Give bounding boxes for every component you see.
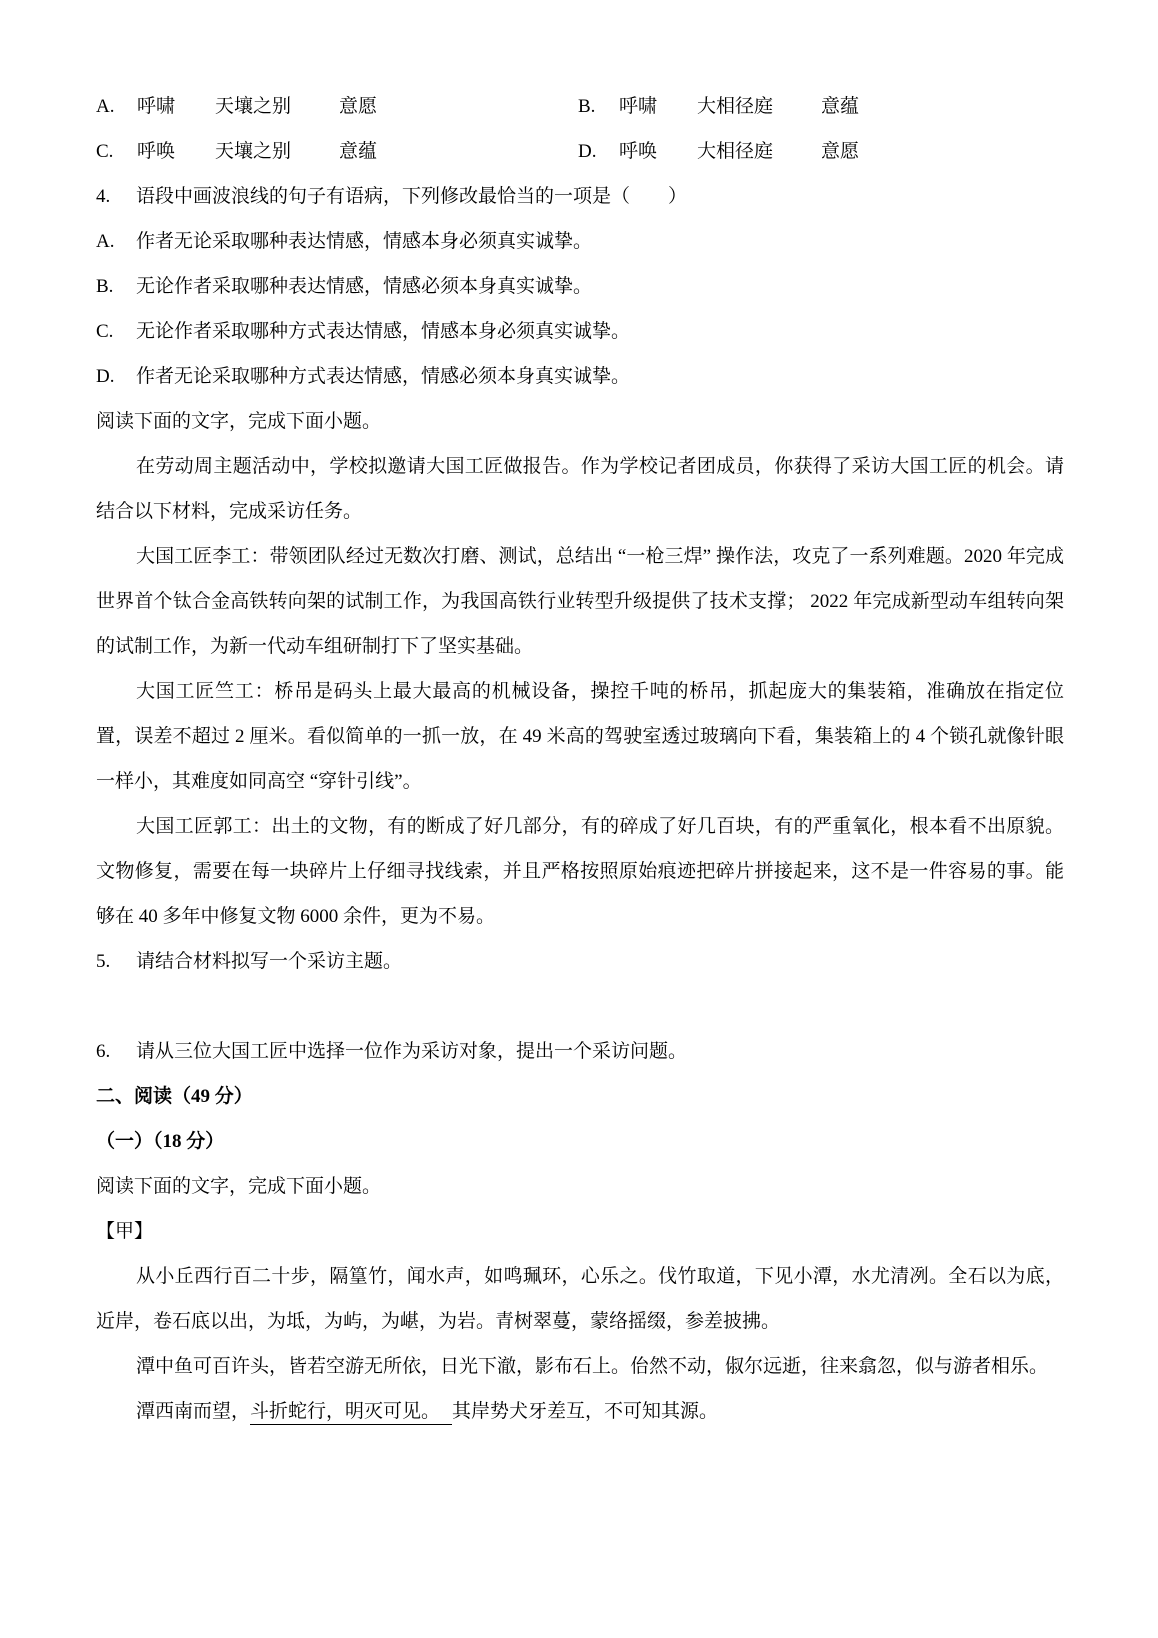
option-word: 大相径庭 xyxy=(697,96,774,117)
question-text: 请结合材料拟写一个采访主题。 xyxy=(136,951,403,972)
option-letter: C. xyxy=(96,321,114,342)
interview-paragraph-li: 大国工匠李工：带领团队经过无数次打磨、测试，总结出 “一枪三焊” 操作法，攻克了一系列难题。2020 年完成世界首个钛合金高铁转向架的试制工作，为我国高铁行业转型升级提供了技术支撑； 2022 年完成新型动车组转向架的试制工作，为新一代动车组研制打下了坚实基础。 xyxy=(96,546,1064,657)
q4-option-b xyxy=(96,264,1064,309)
question-4-stem xyxy=(96,174,1064,219)
option-letter: A. xyxy=(96,231,115,252)
passage-text: 潭西南而望， xyxy=(136,1401,251,1422)
interview-paragraph-zhu: 大国工匠竺工：桥吊是码头上最大最高的机械设备，操控千吨的桥吊，抓起庞大的集装箱，准确放在指定位置，误差不超过 2 厘米。看似简单的一抓一放，在 49 米高的驾驶室透过玻璃向下看，集装箱上的 4 个锁孔就像针眼一样小，其难度如同高空 “穿针引线”。 xyxy=(96,681,1064,792)
question-5 xyxy=(96,939,1064,984)
option-letter: C. xyxy=(96,141,114,162)
document-content xyxy=(96,84,1064,1434)
question-number: 4. xyxy=(96,186,111,207)
option-text: 作者无论采取哪种表达情感，情感本身必须真实诚挚。 xyxy=(136,231,593,252)
question-6 xyxy=(96,1029,1064,1074)
section-2-part-1-heading: （一）（18 分） xyxy=(96,1131,225,1152)
q3-option-row-2 xyxy=(96,129,1064,174)
q4-option-a xyxy=(96,219,1064,264)
question-text: 请从三位大国工匠中选择一位作为采访对象，提出一个采访问题。 xyxy=(136,1041,688,1062)
option-text: 作者无论采取哪种方式表达情感，情感必须本身真实诚挚。 xyxy=(136,366,631,387)
interview-paragraph-context: 在劳动周主题活动中，学校拟邀请大国工匠做报告。作为学校记者团成员，你获得了采访大国工匠的机会。请结合以下材料，完成采访任务。 xyxy=(96,456,1064,522)
option-word: 呼唤 xyxy=(619,141,658,162)
option-word: 意愿 xyxy=(821,141,860,162)
passage-text: 其岸势犬牙差互，不可知其源。 xyxy=(452,1401,719,1422)
q3-option-a xyxy=(96,84,578,129)
answer-blank-space xyxy=(96,984,1064,1029)
option-text: 无论作者采取哪种表达情感，情感必须本身真实诚挚。 xyxy=(136,276,593,297)
option-word: 意蕴 xyxy=(339,141,378,162)
option-word: 天壤之别 xyxy=(215,141,292,162)
option-letter: D. xyxy=(96,366,115,387)
option-letter: A. xyxy=(96,96,115,117)
passage-paragraph-2: 潭中鱼可百许头，皆若空游无所依，日光下澈，影布石上。佁然不动，俶尔远逝，往来翕忽，似与游者相乐。 xyxy=(136,1356,1049,1377)
interview-paragraph-guo: 大国工匠郭工：出土的文物，有的断成了好几部分，有的碎成了好几百块，有的严重氧化，根本看不出原貌。文物修复，需要在每一块碎片上仔细寻找线索，并且严格按照原始痕迹把碎片拼接起来，这不是一件容易的事。能够在 40 多年中修复文物 6000 余件，更为不易。 xyxy=(96,816,1064,927)
q3-option-b xyxy=(578,84,1060,129)
option-text: 无论作者采取哪种方式表达情感，情感本身必须真实诚挚。 xyxy=(136,321,631,342)
underlined-passage-text: 斗折蛇行，明灭可见。 xyxy=(250,1401,452,1425)
option-word: 呼啸 xyxy=(137,96,176,117)
section-2-heading: 二、阅读（49 分） xyxy=(96,1086,253,1107)
question-number: 6. xyxy=(96,1041,111,1062)
reading-intro: 阅读下面的文字，完成下面小题。 xyxy=(96,411,382,432)
option-word: 大相径庭 xyxy=(697,141,774,162)
q3-option-d xyxy=(578,129,1060,174)
option-word: 意愿 xyxy=(339,96,378,117)
option-word: 意蕴 xyxy=(821,96,860,117)
option-word: 天壤之别 xyxy=(215,96,292,117)
passage-paragraph-1: 从小丘西行百二十步，隔篁竹，闻水声，如鸣珮环，心乐之。伐竹取道，下见小潭，水尤清冽。全石以为底，近岸，卷石底以出，为坻，为屿，为嵁，为岩。青树翠蔓，蒙络摇缀，参差披拂。 xyxy=(96,1266,1064,1332)
q3-option-row-1 xyxy=(96,84,1064,129)
option-word: 呼唤 xyxy=(137,141,176,162)
option-letter: B. xyxy=(96,276,114,297)
reading-intro-2: 阅读下面的文字，完成下面小题。 xyxy=(96,1176,382,1197)
option-letter: D. xyxy=(578,141,597,162)
q4-option-d xyxy=(96,354,1064,399)
question-number: 5. xyxy=(96,951,111,972)
passage-jia-label: 【甲】 xyxy=(96,1221,154,1242)
q3-option-c xyxy=(96,129,578,174)
option-letter: B. xyxy=(578,96,596,117)
q4-option-c xyxy=(96,309,1064,354)
option-word: 呼啸 xyxy=(619,96,658,117)
passage-paragraph-3 xyxy=(96,1389,1064,1434)
question-text: 语段中画波浪线的句子有语病，下列修改最恰当的一项是（ ） xyxy=(136,186,688,207)
